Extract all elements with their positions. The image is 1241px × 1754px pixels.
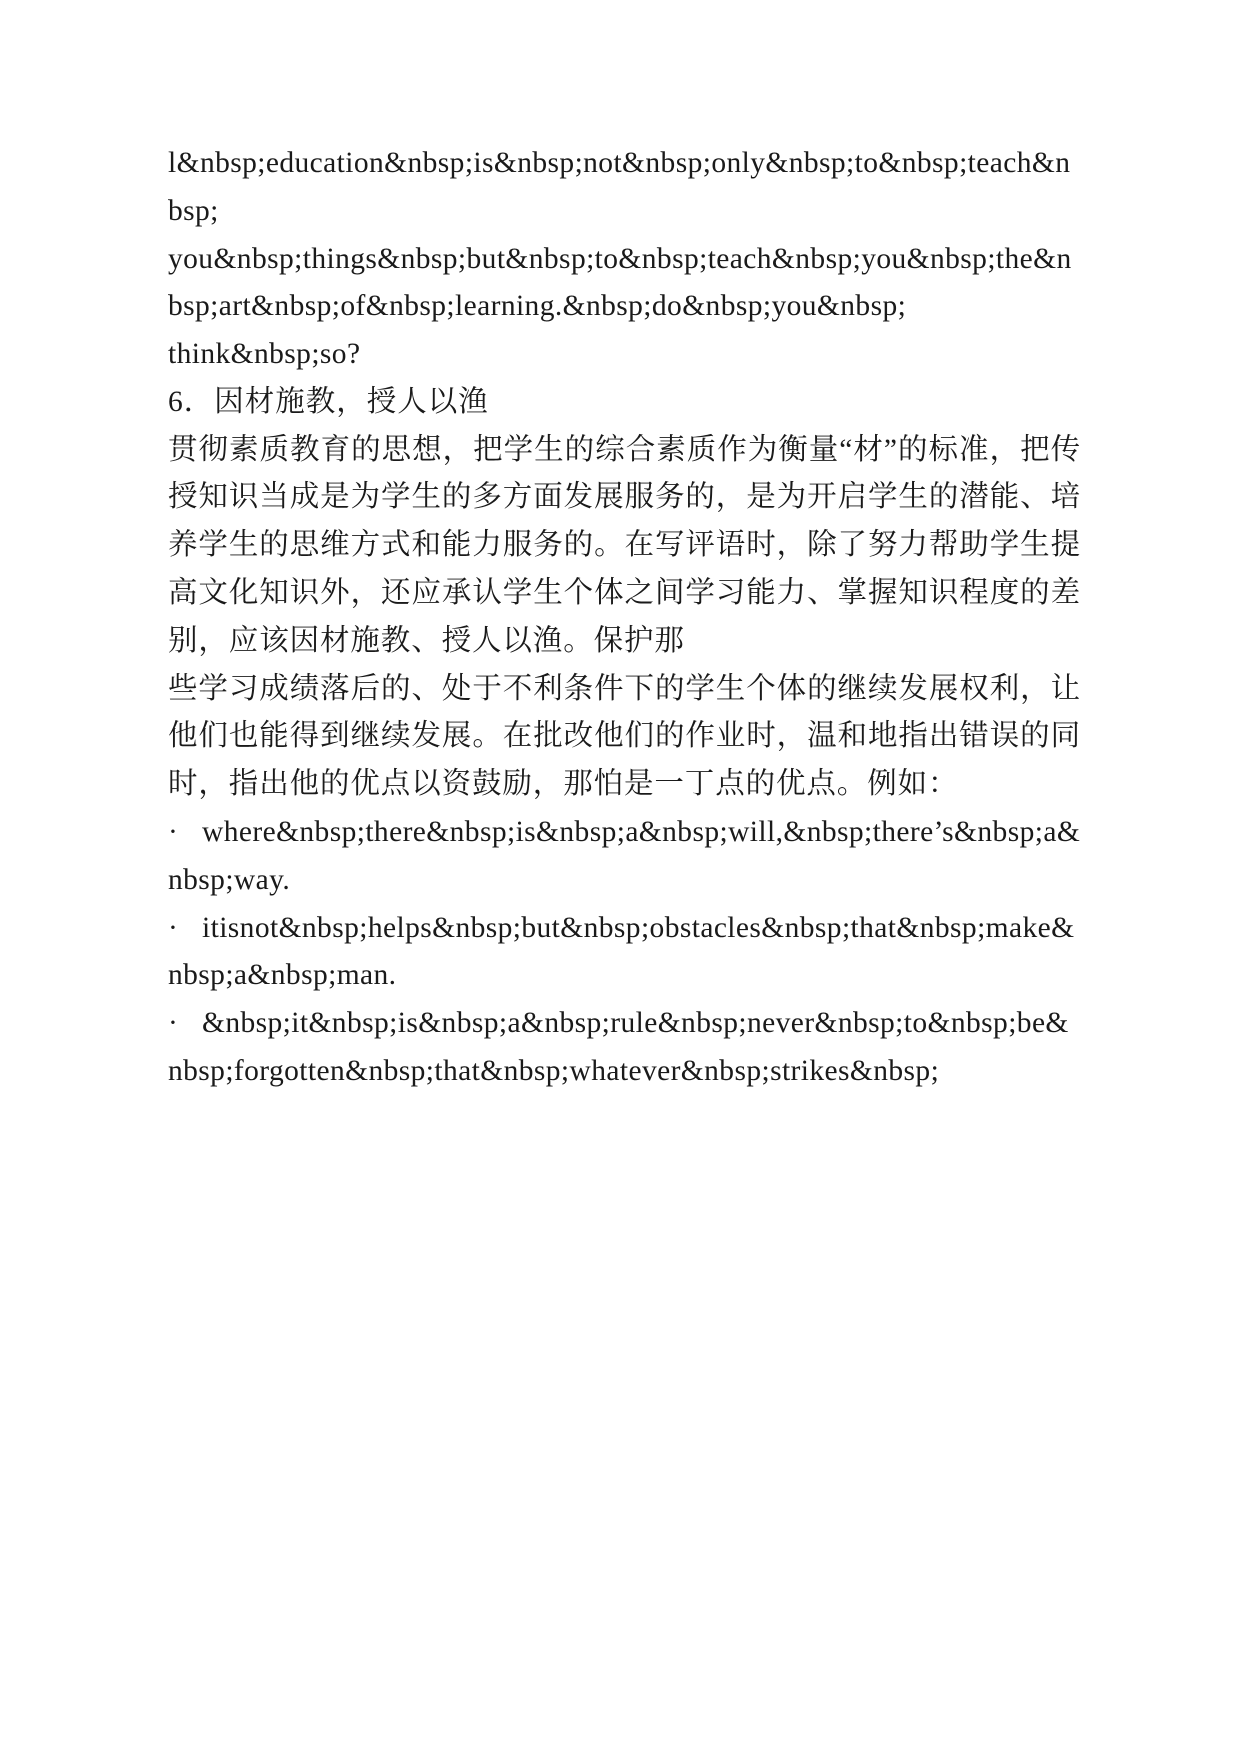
- list-item: [168, 1000, 1081, 1096]
- section-heading-6: 6．因材施教，授人以渔: [168, 385, 489, 418]
- bullet-marker-icon: ·: [168, 911, 179, 944]
- paragraph-chinese-1: 贯彻素质教育的思想，把学生的综合素质作为衡量“材”的标准，把传授知识当成是为学生的多方面发展服务的，是为开启学生的潜能、培养学生的思维方式和能力服务的。在写评语时，除了努力帮助学生提高文化知识外，还应承认学生个体之间学习能力、掌握知识程度的差别，应该因材施教、授人以渔。保护那: [168, 433, 1081, 657]
- list-item: [168, 905, 1081, 1001]
- list-item-text: where&nbsp;there&nbsp;is&nbsp;a&nbsp;will,&nbsp;there’s&nbsp;a&nbsp;way.: [168, 815, 1081, 896]
- paragraph-english-quote-line-1: l&nbsp;education&nbsp;is&nbsp;not&nbsp;only&nbsp;to&nbsp;teach&nbsp;: [168, 147, 1071, 227]
- bullet-marker-icon: ·: [168, 1007, 179, 1040]
- list-item-text: itisnot&nbsp;helps&nbsp;but&nbsp;obstacles&nbsp;that&nbsp;make&nbsp;a&nbsp;man.: [168, 911, 1075, 992]
- list-item: [168, 809, 1081, 905]
- paragraph-english-quote-line-3: think&nbsp;so?: [168, 338, 361, 371]
- paragraph-chinese-2: 些学习成绩落后的、处于不利条件下的学生个体的继续发展权利，让他们也能得到继续发展。在批改他们的作业时，温和地指出错误的同时，指出他的优点以资鼓励，那怕是一丁点的优点。例如：: [168, 672, 1081, 801]
- document-body: [168, 140, 1081, 1096]
- bullet-marker-icon: ·: [168, 815, 179, 848]
- list-item-text: &nbsp;it&nbsp;is&nbsp;a&nbsp;rule&nbsp;never&nbsp;to&nbsp;be&nbsp;forgotten&nbsp;that&nbsp;whatever&nbsp;strikes&nbsp;: [168, 1007, 1069, 1087]
- paragraph-english-quote-line-2: you&nbsp;things&nbsp;but&nbsp;to&nbsp;teach&nbsp;you&nbsp;the&nbsp;art&nbsp;of&nbsp;learning.&nbsp;do&nbsp;you&nbsp;: [168, 242, 1072, 323]
